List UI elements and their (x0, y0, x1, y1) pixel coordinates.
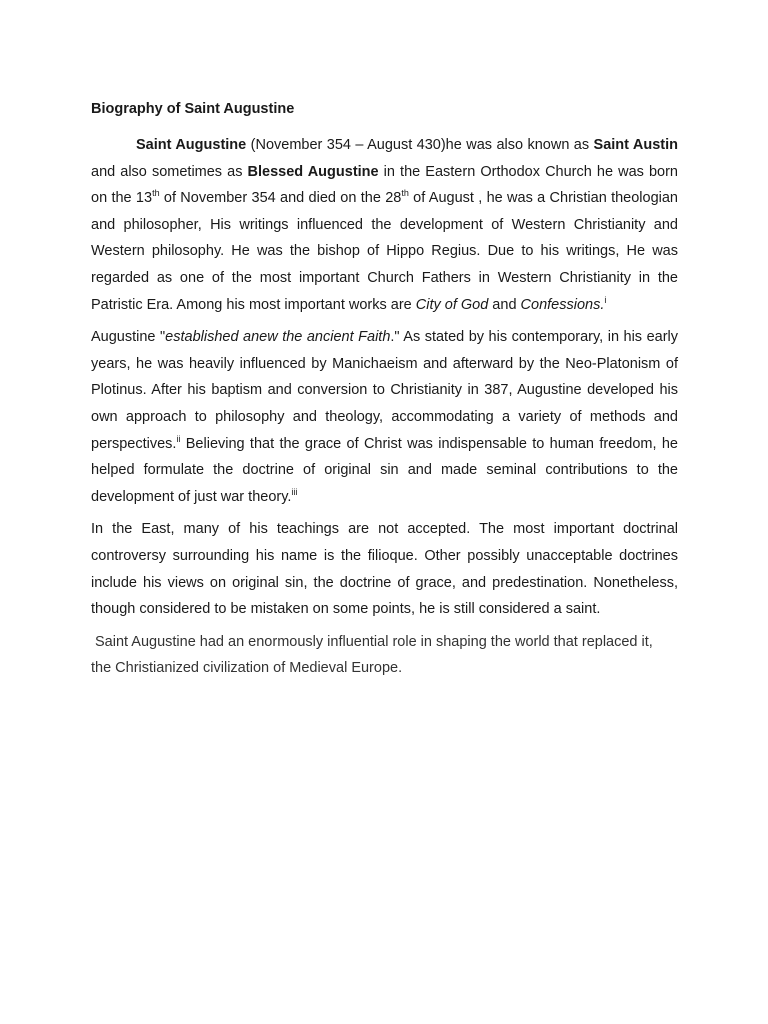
name-saint-austin: Saint Austin (593, 137, 678, 153)
superscript-th: th (401, 188, 409, 199)
text-span: Believing that the grace of Christ was indispensable to human freedom, he helped formulate the doctrine of original sin and made seminal contributions to the development of just war theory. (91, 435, 678, 505)
text-span: Augustine " (91, 329, 166, 346)
footnote-ref-ii[interactable]: ii (176, 433, 181, 444)
quote-italic: established anew the ancient Faith (165, 329, 391, 346)
superscript-th: th (152, 188, 160, 199)
name-saint-augustine: Saint Augustine (136, 137, 247, 153)
paragraph-east: In the East, many of his teachings are not accepted. The most important doctrinal controversy surrounding his name is the filioque. Other possibly unacceptable doctrines include his views on original sin, the doctrine of grace, and predestination. Nonetheless, though considered to be mistaken on some points, he is still considered a saint. (91, 521, 678, 618)
name-blessed-augustine: Blessed Augustine (247, 163, 379, 180)
text-span: and also sometimes as (91, 163, 248, 180)
text-span: ." As stated by his contemporary, in his early years, he was heavily influenced by Manichaeism and afterward by the Neo-Platonism of Plotinus. After his baptism and conversion to Christianity in 387, Augustine developed his own approach to philosophy and theology, accommodating a variety of methods and perspectives. (91, 329, 678, 452)
footnote-ref-iii[interactable]: iii (291, 486, 298, 497)
footnote-ref-i[interactable]: i (604, 294, 607, 305)
work-title-confessions: Confessions. (520, 296, 605, 313)
document-page (91, 96, 678, 687)
paragraph-influences (91, 324, 678, 510)
paragraph-intro (91, 132, 678, 318)
text-span: of August , he was a Christian theologian and philosopher, His writings influenced the development of Western Christianity and Western philosophy. He was the bishop of Hippo Regius. Due to his writings, He was regarded as one of the most important Church Fathers in Western Christianity in the Patristic Era. Among his most important works are (91, 190, 678, 313)
document-title: Biography of Saint Augustine (91, 101, 295, 117)
legacy-line-2: the Christianized civilization of Medieval Europe. (91, 659, 403, 676)
paragraph-legacy (91, 629, 678, 681)
legacy-line-1: Saint Augustine had an enormously influential role in shaping the world that replaced it, (95, 633, 653, 650)
text-span: (November 354 – August 430)he was also known as (246, 137, 594, 153)
work-title-city-of-god: City of God (415, 296, 489, 313)
text-span: of November 354 and died on the 28 (159, 190, 402, 207)
text-span: in the Eastern Orthodox Church he was born on the 13 (91, 163, 678, 207)
text-span: and (488, 296, 521, 313)
